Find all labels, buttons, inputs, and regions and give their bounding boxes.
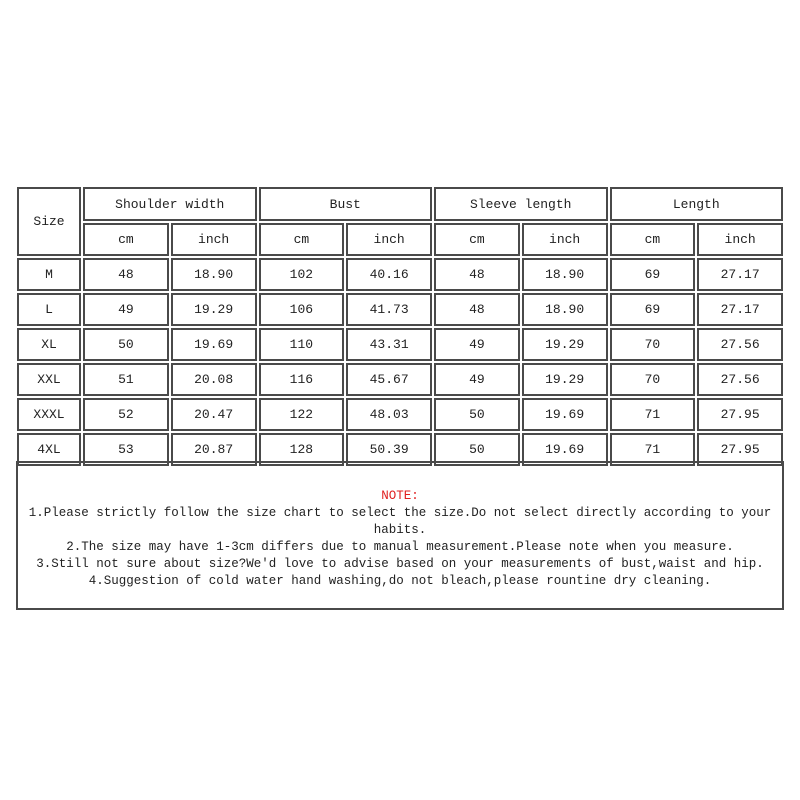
table-row (17, 293, 783, 326)
header-shoulder-width: Shoulder width (83, 187, 257, 221)
measurement-cell: 27.56 (697, 328, 783, 361)
measurement-cell: 53 (83, 433, 169, 466)
measurement-cell: 50.39 (346, 433, 432, 466)
measurement-cell: 48 (434, 293, 520, 326)
measurement-cell: 40.16 (346, 258, 432, 291)
note-line: 2.The size may have 1-3cm differs due to manual measurement.Please note when you measure. (66, 540, 734, 554)
measurement-cell: 50 (434, 398, 520, 431)
measurement-cell: 49 (83, 293, 169, 326)
measurement-cell: 50 (83, 328, 169, 361)
table-row (17, 258, 783, 291)
notes-box (16, 461, 784, 610)
measurement-cell: 50 (434, 433, 520, 466)
measurement-cell: 27.95 (697, 433, 783, 466)
header-row-units (17, 223, 783, 256)
measurement-cell: 41.73 (346, 293, 432, 326)
measurement-cell: 122 (259, 398, 345, 431)
measurement-cell: 19.69 (522, 398, 608, 431)
unit-inch: inch (522, 223, 608, 256)
measurement-cell: 49 (434, 363, 520, 396)
size-cell: XXXL (17, 398, 81, 431)
size-cell: M (17, 258, 81, 291)
measurement-cell: 71 (610, 433, 696, 466)
measurement-cell: 52 (83, 398, 169, 431)
header-length: Length (610, 187, 784, 221)
size-cell: XL (17, 328, 81, 361)
measurement-cell: 27.56 (697, 363, 783, 396)
size-header: Size (17, 187, 81, 256)
measurement-cell: 69 (610, 293, 696, 326)
unit-cm: cm (610, 223, 696, 256)
measurement-cell: 18.90 (522, 293, 608, 326)
header-sleeve-length: Sleeve length (434, 187, 608, 221)
measurement-cell: 51 (83, 363, 169, 396)
measurement-cell: 106 (259, 293, 345, 326)
size-cell: L (17, 293, 81, 326)
measurement-cell: 19.29 (522, 363, 608, 396)
size-chart-table (15, 185, 785, 468)
unit-cm: cm (259, 223, 345, 256)
measurement-cell: 27.95 (697, 398, 783, 431)
measurement-cell: 19.29 (171, 293, 257, 326)
unit-inch: inch (697, 223, 783, 256)
measurement-cell: 20.08 (171, 363, 257, 396)
unit-cm: cm (434, 223, 520, 256)
table-row (17, 363, 783, 396)
measurement-cell: 43.31 (346, 328, 432, 361)
table-row (17, 328, 783, 361)
note-line: 4.Suggestion of cold water hand washing,do not bleach,please rountine dry cleaning. (88, 574, 712, 588)
measurement-cell: 20.47 (171, 398, 257, 431)
measurement-cell: 19.69 (522, 433, 608, 466)
measurement-cell: 49 (434, 328, 520, 361)
note-line: 1.Please strictly follow the size chart to select the size.Do not select directly according to your habits. (28, 506, 772, 537)
unit-inch: inch (346, 223, 432, 256)
measurement-cell: 27.17 (697, 258, 783, 291)
measurement-cell: 20.87 (171, 433, 257, 466)
measurement-cell: 70 (610, 363, 696, 396)
measurement-cell: 19.69 (171, 328, 257, 361)
measurement-cell: 18.90 (171, 258, 257, 291)
measurement-cell: 19.29 (522, 328, 608, 361)
size-cell: 4XL (17, 433, 81, 466)
measurement-cell: 48 (83, 258, 169, 291)
note-line: 3.Still not sure about size?We'd love to advise based on your measurements of bust,waist and hip. (36, 557, 764, 571)
unit-inch: inch (171, 223, 257, 256)
measurement-cell: 45.67 (346, 363, 432, 396)
measurement-cell: 71 (610, 398, 696, 431)
measurement-cell: 48.03 (346, 398, 432, 431)
size-cell: XXL (17, 363, 81, 396)
measurement-cell: 18.90 (522, 258, 608, 291)
measurement-cell: 48 (434, 258, 520, 291)
measurement-cell: 116 (259, 363, 345, 396)
measurement-cell: 70 (610, 328, 696, 361)
measurement-cell: 110 (259, 328, 345, 361)
header-row-groups (17, 187, 783, 221)
table-row (17, 398, 783, 431)
measurement-cell: 69 (610, 258, 696, 291)
measurement-cell: 128 (259, 433, 345, 466)
header-bust: Bust (259, 187, 433, 221)
notes-title: NOTE: (381, 489, 419, 503)
unit-cm: cm (83, 223, 169, 256)
measurement-cell: 102 (259, 258, 345, 291)
measurement-cell: 27.17 (697, 293, 783, 326)
